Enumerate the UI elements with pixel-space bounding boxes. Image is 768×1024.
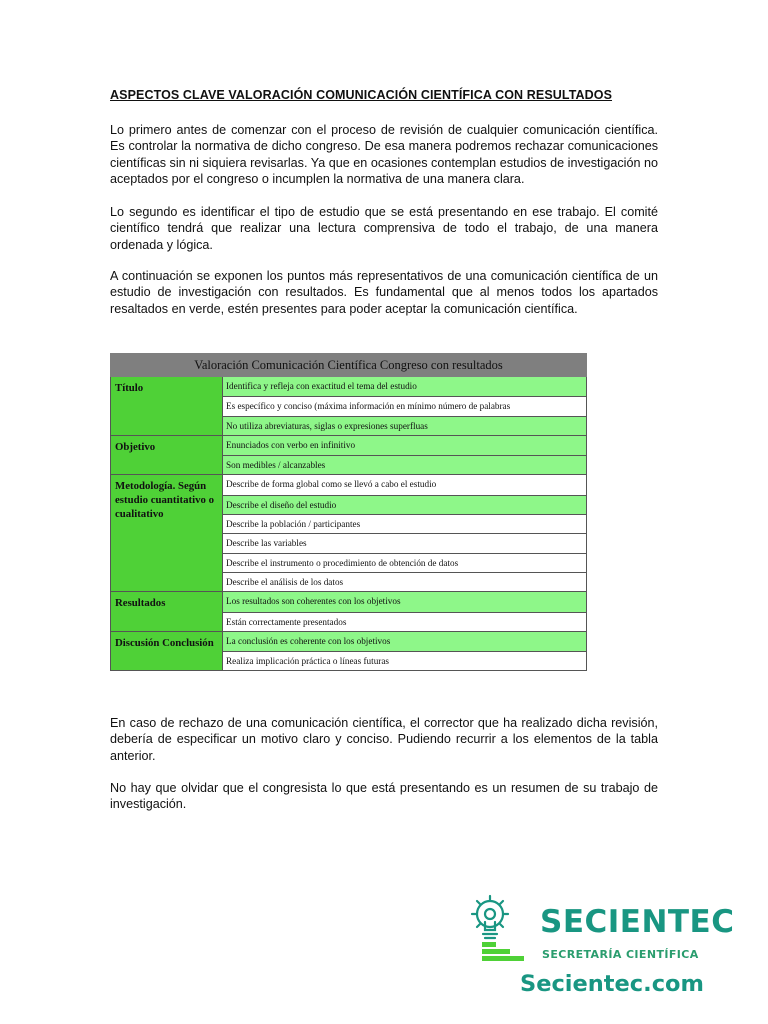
table-group — [111, 591, 586, 631]
table-group — [111, 377, 586, 435]
category-cell: Objetivo — [111, 436, 223, 475]
criteria-row: Es específico y conciso (máxima información en mínimo número de palabras — [223, 396, 586, 415]
evaluation-table — [110, 353, 587, 671]
criteria-row: Describe las variables — [223, 533, 586, 552]
table-group — [111, 435, 586, 475]
criteria-list — [223, 377, 586, 435]
key-points-paragraph: A continuación se exponen los puntos más representativos de una comunicación científica de un estudio de investigación con resultados. Es fundamental que al menos todos los apartados resaltados en verde, estén presentes para poder aceptar la comunicación científica. — [110, 269, 658, 316]
criteria-row: Enunciados con verbo en infinitivo — [223, 436, 586, 455]
criteria-list — [223, 592, 586, 631]
table-header: Valoración Comunicación Científica Congreso con resultados — [110, 353, 587, 377]
criteria-row: Son medibles / alcanzables — [223, 455, 586, 474]
table-body — [110, 377, 587, 671]
category-cell: Título — [111, 377, 223, 435]
category-cell: Metodología. Según estudio cuantitativo o cualitativo — [111, 475, 223, 591]
criteria-list — [223, 436, 586, 475]
intro-paragraph: Lo primero antes de comenzar con el proceso de revisión de cualquier comunicación científica. Es controlar la normativa de dicho congreso. De esa manera podremos rechazar comunicaciones científicas sin ni siquiera revisarlas. Ya que en ocasiones contemplan estudios de investigación no aceptados por el congreso o incumplen la normativa de una manera clara. — [110, 123, 658, 187]
criteria-row: Describe de forma global como se llevó a cabo el estudio — [223, 475, 586, 494]
brand-subtitle: SECRETARÍA CIENTÍFICA — [542, 948, 699, 961]
criteria-list — [223, 475, 586, 591]
criteria-row: Realiza implicación práctica o líneas futuras — [223, 651, 586, 670]
document-title: ASPECTOS CLAVE VALORACIÓN COMUNICACIÓN CIENTÍFICA CON RESULTADOS — [110, 88, 613, 102]
category-cell: Resultados — [111, 592, 223, 631]
rejection-paragraph: En caso de rechazo de una comunicación científica, el corrector que ha realizado dicha revisión, debería de especificar un motivo claro y conciso. Pudiendo recurrir a los elementos de la tabla anterior. — [110, 716, 658, 763]
reminder-paragraph: No hay que olvidar que el congresista lo que está presentando es un resumen de su trabajo de investigación. — [110, 781, 658, 812]
criteria-row: Describe el diseño del estudio — [223, 495, 586, 514]
study-type-paragraph: Lo segundo es identificar el tipo de estudio que se está presentando en ese trabajo. El comité científico tendrá que realizar una lectura comprensiva de todo el trabajo, de una manera ordenada y lógica. — [110, 205, 658, 252]
criteria-row: Están correctamente presentados — [223, 612, 586, 631]
criteria-row: Describe el instrumento o procedimiento de obtención de datos — [223, 553, 586, 572]
criteria-row: No utiliza abreviaturas, siglas o expresiones superfluas — [223, 416, 586, 435]
criteria-list — [223, 632, 586, 671]
secientec-logo — [468, 894, 748, 1014]
criteria-row: La conclusión es coherente con los objetivos — [223, 632, 586, 651]
category-cell: Discusión Conclusión — [111, 632, 223, 671]
criteria-row: Identifica y refleja con exactitud el tema del estudio — [223, 377, 586, 396]
brand-name: SECIENTEC — [540, 904, 735, 940]
lightbulb-gear-icon — [468, 894, 528, 966]
criteria-row: Los resultados son coherentes con los objetivos — [223, 592, 586, 611]
brand-url[interactable]: Secientec.com — [520, 971, 704, 997]
criteria-row: Describe el análisis de los datos — [223, 572, 586, 591]
table-group — [111, 474, 586, 591]
table-group — [111, 631, 586, 671]
criteria-row: Describe la población / participantes — [223, 514, 586, 533]
